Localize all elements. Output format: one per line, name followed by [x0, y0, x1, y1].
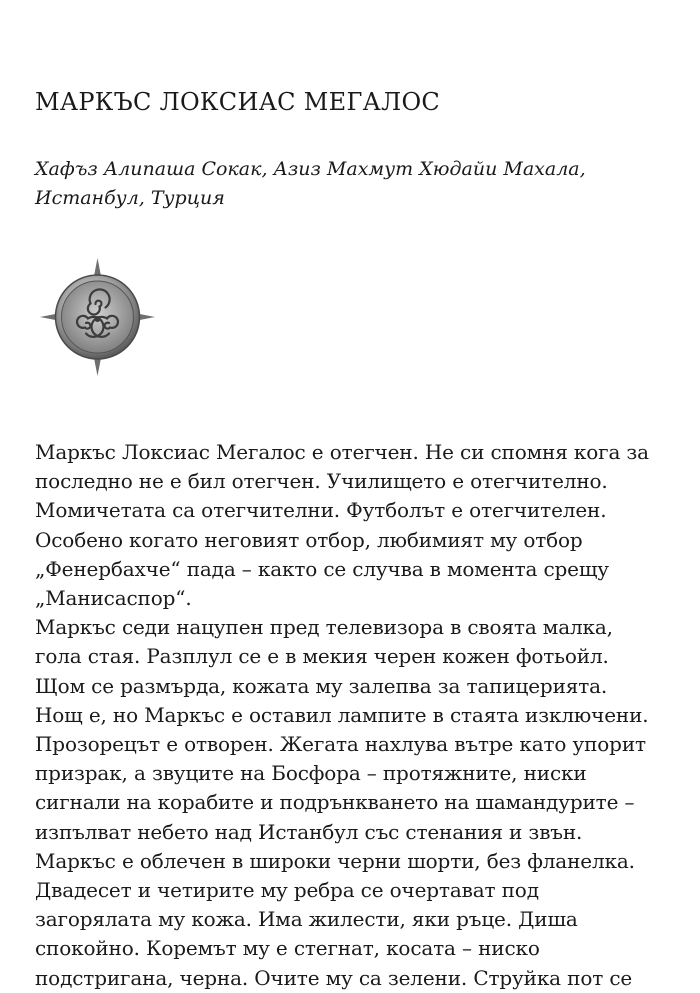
- triskelion-compass-icon: [40, 258, 155, 376]
- text-line: „Манисаспор“.: [35, 586, 192, 611]
- chapter-title: МАРКЪС ЛОКСИАС МЕГАЛОС: [35, 88, 441, 116]
- text-line: последно не е бил отегчен. Училището е отегчително.: [35, 469, 608, 494]
- text-line: Нощ е, но Маркъс е оставил лампите в стаята изключени.: [35, 702, 649, 727]
- text-line: Двадесет и четирите му ребра се очертават под: [35, 878, 539, 903]
- text-line: Момичетата са отегчителни. Футболът е отегчителен.: [35, 498, 607, 523]
- chapter-location: [35, 155, 675, 213]
- text-line: призрак, а звуците на Босфора – протяжните, ниски: [35, 761, 587, 786]
- text-line: подстригана, черна. Очите му са зелени. Струйка пот се: [35, 965, 633, 990]
- text-line: гола стая. Разплул се е в мекия черен кожен фотьойл.: [35, 644, 609, 669]
- text-line: „Фенербахче“ пада – както се случва в момента срещу: [35, 556, 609, 581]
- text-line: Особено когато неговият отбор, любимият му отбор: [35, 527, 583, 552]
- text-line: Маркъс седи нацупен пред телевизора в своята малка,: [35, 615, 613, 640]
- text-line: Щом се размърда, кожата му залепва за тапицерията.: [35, 673, 608, 698]
- text-line: Маркъс Локсиас Мегалос е отегчен. Не си спомня кога за: [35, 440, 649, 464]
- body-text: [35, 438, 685, 993]
- text-line: сигнали на корабите и подрънкването на шамандурите –: [35, 790, 635, 815]
- text-line: загорялата му кожа. Има жилести, яки ръце. Диша: [35, 907, 578, 932]
- location-line: Хафъз Алипаша Сокак, Азиз Махмут Хюдайи Махала,: [35, 158, 586, 180]
- text-line: изпълват небето над Истанбул със стенания и звън.: [35, 819, 583, 844]
- location-line: Истанбул, Турция: [35, 187, 225, 209]
- text-line: спокойно. Коремът му е стегнат, косата – ниско: [35, 936, 540, 961]
- text-line: Маркъс е облечен в широки черни шорти, без фланелка.: [35, 848, 635, 873]
- text-line: Прозорецът е отворен. Жегата нахлува вътре като упорит: [35, 732, 646, 757]
